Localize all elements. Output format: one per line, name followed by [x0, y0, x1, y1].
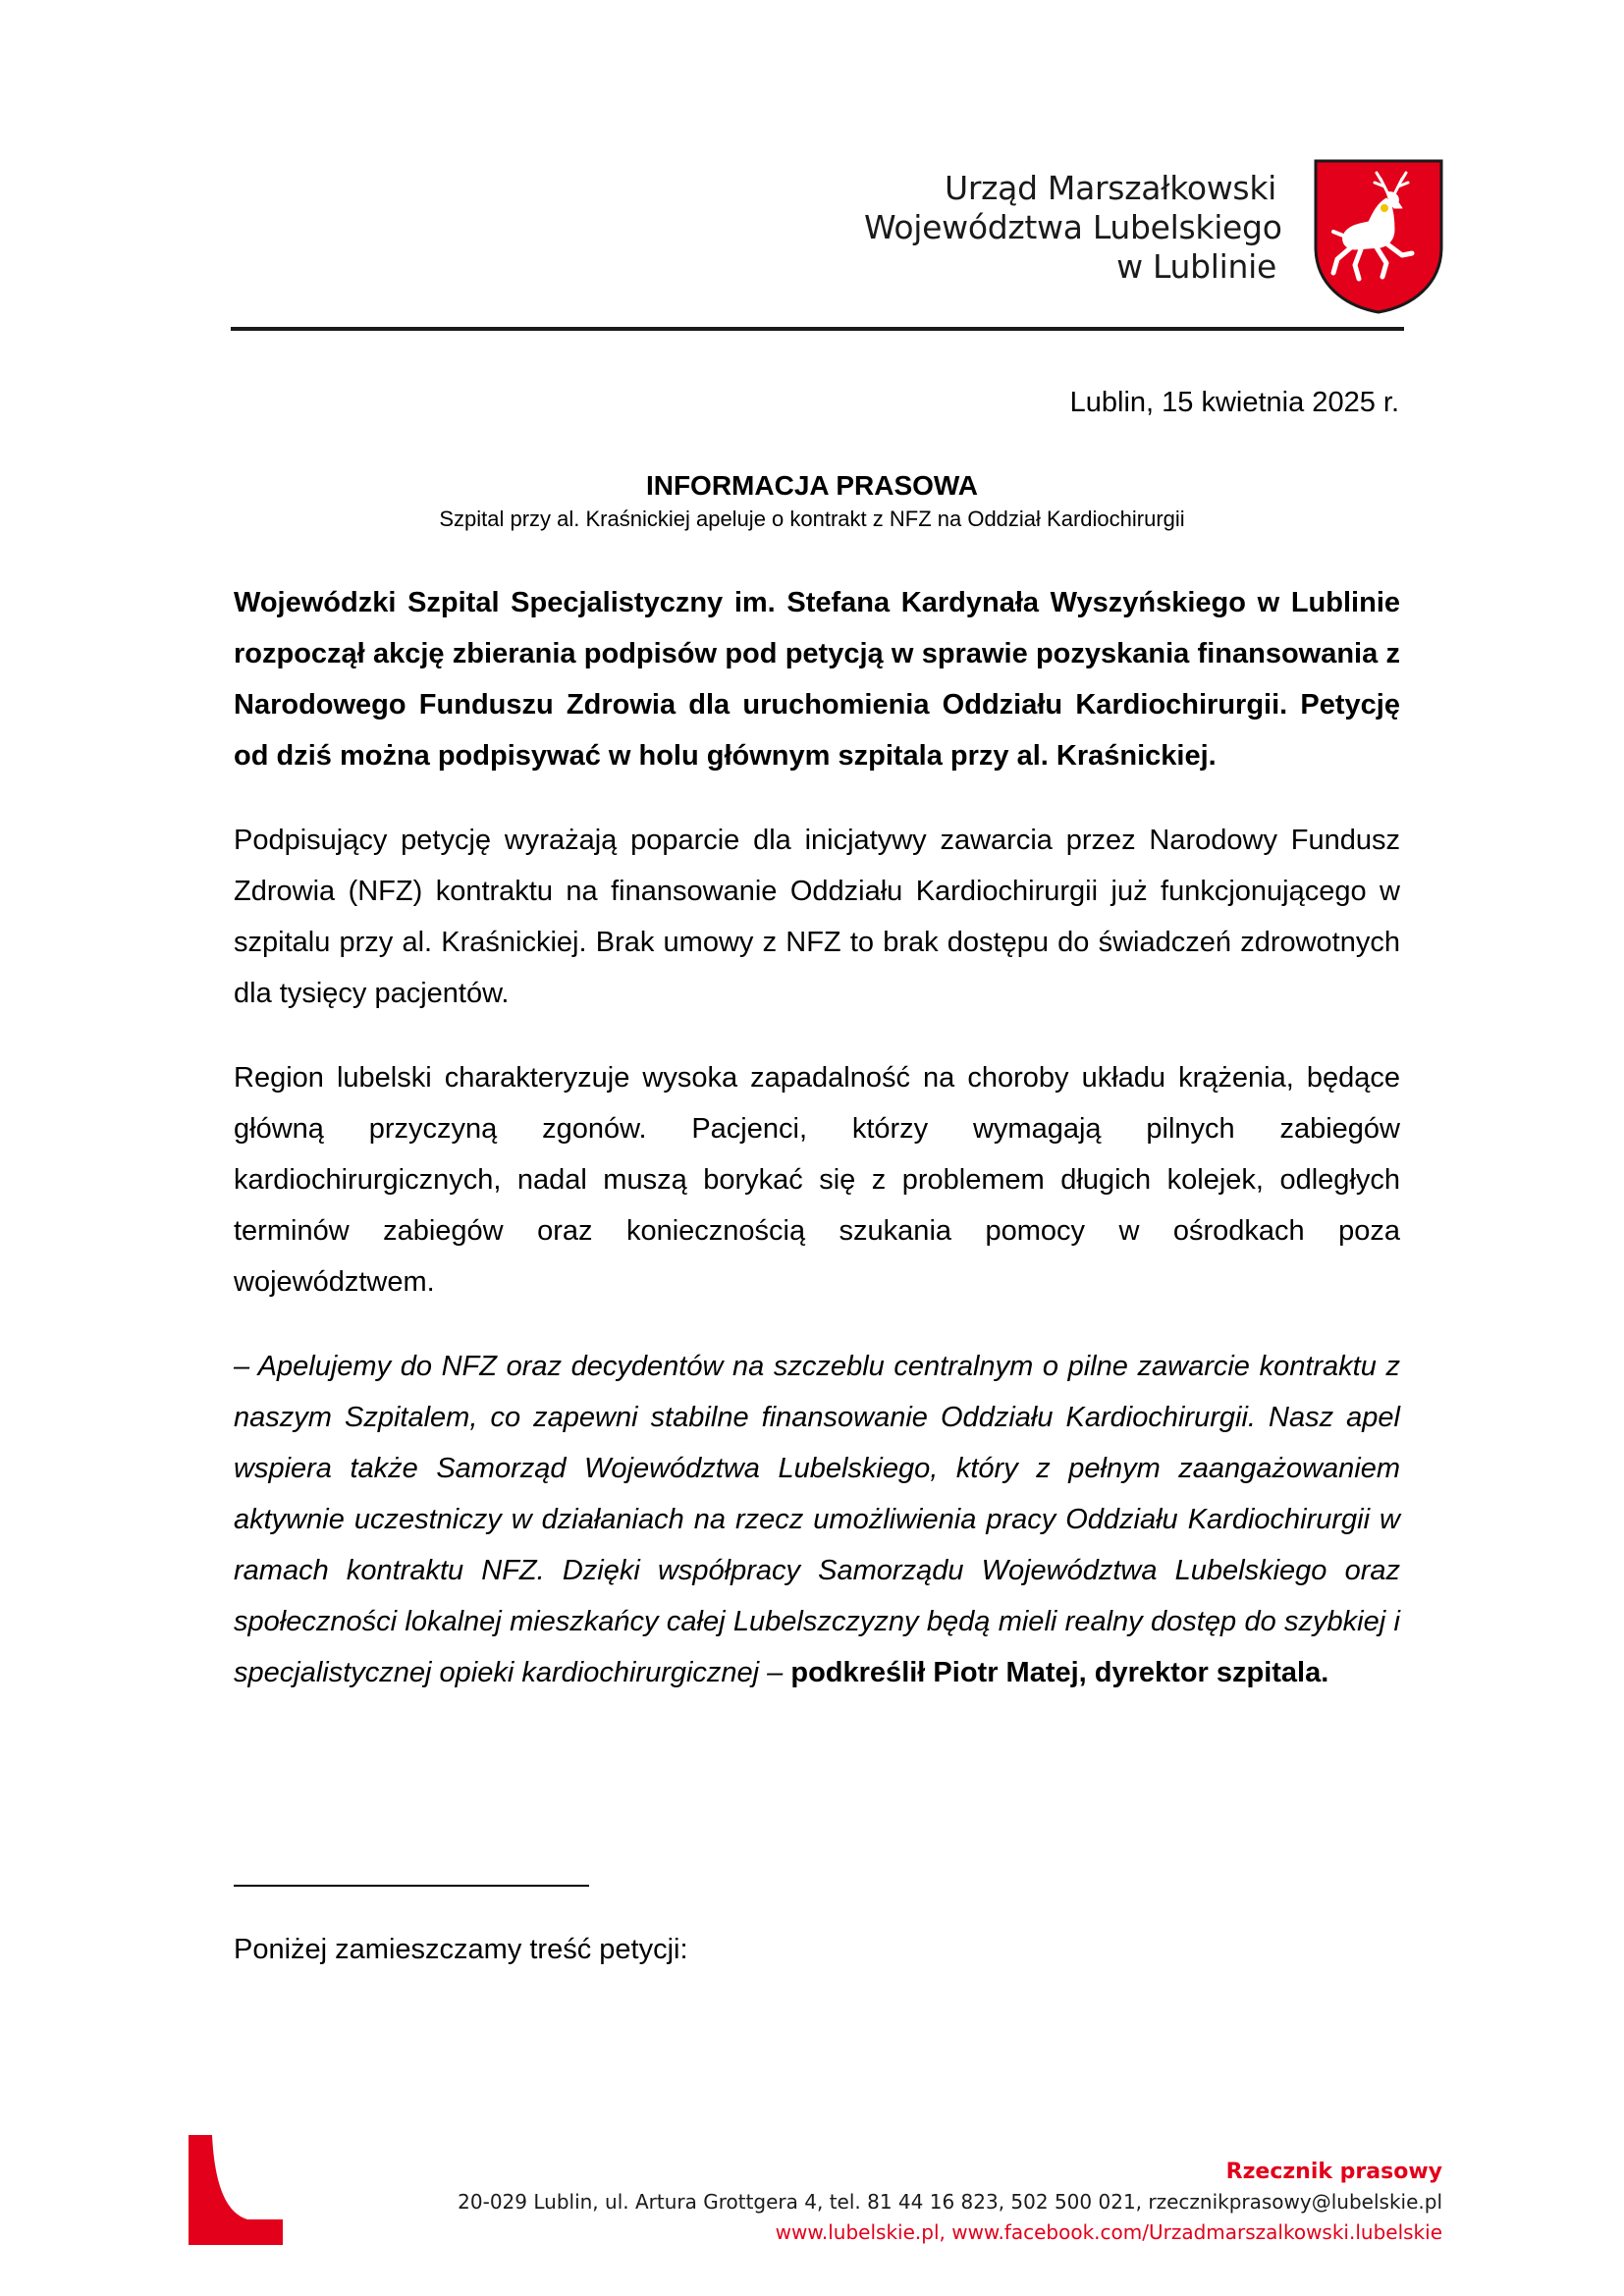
organization-name: [864, 169, 1282, 287]
section-separator: [234, 1885, 589, 1887]
lead-paragraph: Wojewódzki Szpital Specjalistyczny im. Stefana Kardynała Wyszyńskiego w Lublinie rozpoczął akcję zbierania podpisów pod petycją w sprawie pozyskania finansowania z Narodowego Funduszu Zdrowia dla uruchomienia Oddziału Kardiochirurgii. Petycję od dziś można podpisywać w holu głównym szpitala przy al. Kraśnickiej.: [234, 587, 1400, 772]
org-name-line-2: Województwa Lubelskiego: [864, 208, 1282, 246]
lubelskie-l-logo-icon: [189, 2135, 283, 2245]
body-paragraph-1: Podpisujący petycję wyrażają poparcie dla inicjatywy zawarcia przez Narodowy Fundusz Zdrowia (NFZ) kontraktu na finansowanie Oddziału Kardiochirurgii już funkcjonującego w szpitalu przy al. Kraśnickiej. Brak umowy z NFZ to brak dostępu do świadczeń zdrowotnych dla tysięcy pacjentów.: [234, 825, 1400, 1009]
footer-address: 20-029 Lublin, ul. Artura Grottgera 4, tel. 81 44 16 823, 502 500 021, rzecznikprasowy@lubelskie.pl: [458, 2190, 1442, 2214]
document-title: INFORMACJA PRASOWA: [645, 470, 979, 501]
petition-intro: Poniżej zamieszczamy treść petycji:: [234, 1934, 688, 1965]
director-quote: – Apelujemy do NFZ oraz decydentów na szczeblu centralnym o pilne zawarcie kontraktu z naszym Szpitalem, co zapewni stabilne finansowanie Oddziału Kardiochirurgii. Nasz apel wspiera także Samorząd Województwa Lubelskiego, który z pełnym zaangażowaniem aktywnie uczestniczy w działaniach na rzecz umożliwienia pracy Oddziału Kardiochirurgii w ramach kontraktu NFZ. Dzięki współpracy Samorządu Województwa Lubelskiego oraz społeczności lokalnej mieszkańcy całej Lubelszczyzny będą mieli realny dostęp do szybkiej i specjalistycznej opieki kardiochirurgicznej –: [234, 1351, 1400, 1688]
footer-role: Rzecznik prasowy: [1225, 2160, 1442, 2184]
org-name-line-3: w Lublinie: [1116, 247, 1276, 286]
header-divider: [231, 327, 1404, 331]
org-name-line-1: Urząd Marszałkowski: [945, 169, 1276, 207]
footer-contact: [458, 2157, 1442, 2248]
document-date: Lublin, 15 kwietnia 2025 r.: [1069, 387, 1399, 418]
quote-attribution: podkreślił Piotr Matej, dyrektor szpitala.: [790, 1657, 1329, 1688]
document-body: [234, 577, 1400, 1732]
body-paragraph-2: Region lubelski charakteryzuje wysoka zapadalność na choroby układu krążenia, będące główną przyczyną zgonów. Pacjenci, którzy wymagają pilnych zabiegów kardiochirurgicznych, nadal muszą borykać się z problemem długich kolejek, odległych terminów zabiegów oraz koniecznością szukania pomocy w ośrodkach poza województwem.: [234, 1062, 1400, 1298]
footer-web-links[interactable]: www.lubelskie.pl, www.facebook.com/Urzadmarszalkowski.lubelskie: [775, 2220, 1442, 2244]
lublin-voivodeship-crest-icon: [1312, 157, 1445, 314]
document-subtitle: Szpital przy al. Kraśnickiej apeluje o kontrakt z NFZ na Oddział Kardiochirurgii: [439, 507, 1185, 531]
quote-paragraph: [234, 1341, 1400, 1698]
